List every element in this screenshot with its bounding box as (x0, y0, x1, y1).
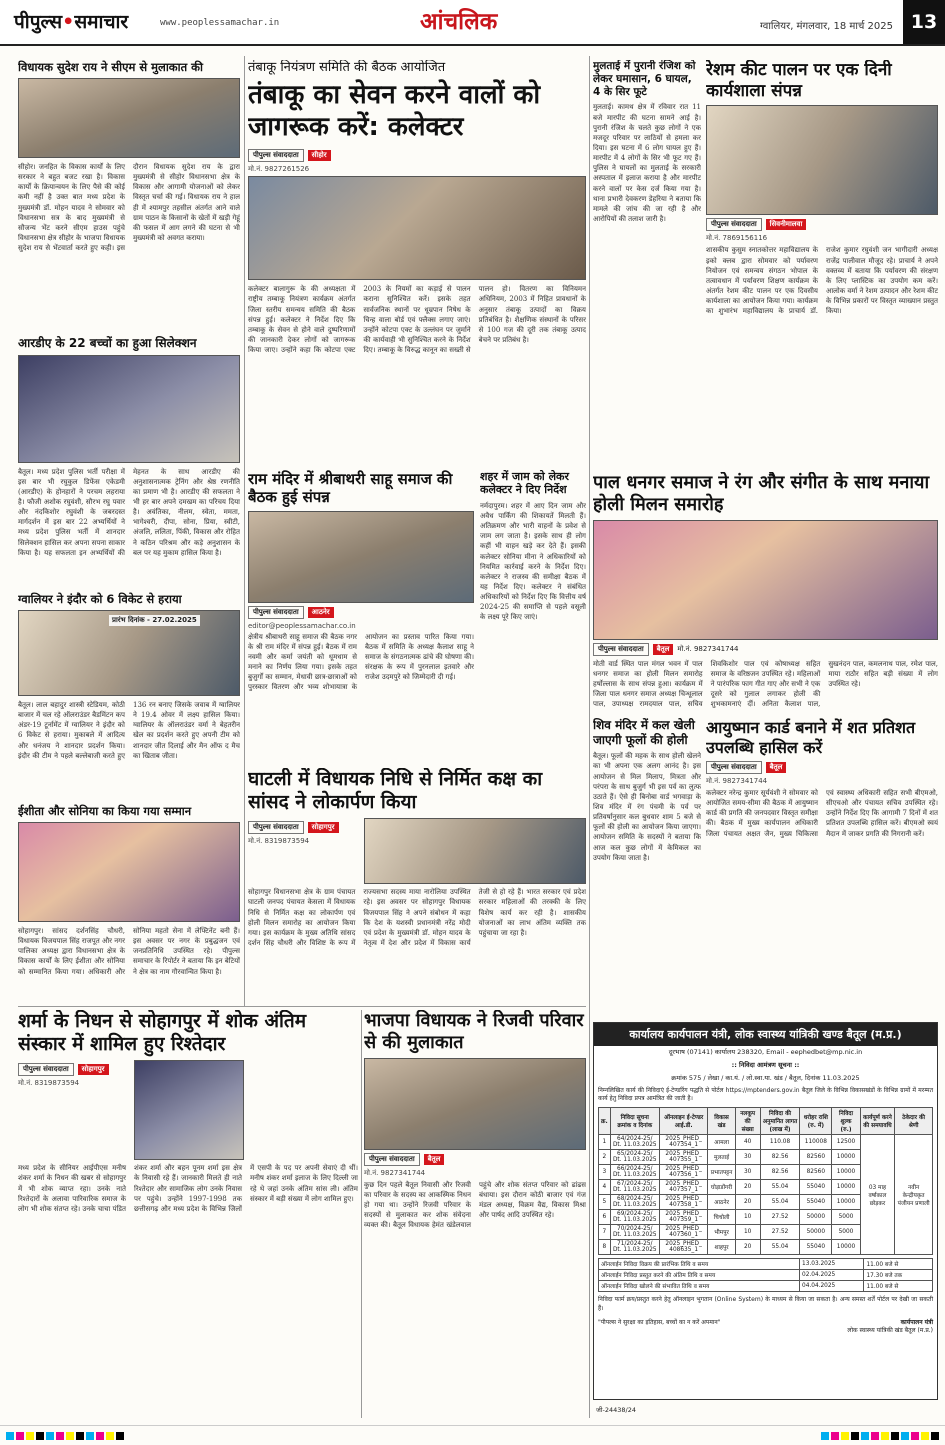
article-silk[interactable] (706, 60, 938, 465)
byline-tag: पीपुल्स संवाददाता (248, 606, 304, 619)
table-cell: 2025_PHED_ 408635_1 (659, 1240, 708, 1255)
table-cell: 10 (735, 1225, 760, 1240)
article-body: कलेक्टर बालागुरू के की अध्यक्षता में राष्ट्रीय तम्बाकू नियंत्रण कार्यक्रम अंतर्गत जिला स्तरीय समन्वय समिति की बैठक संपन्न हुई। कलेक्टर ने निर्देश दिए कि तम्बाकू के सेवन से होने वाले दुष्परिणामों की जानकारी देकर लोगों को जागरूक किया जाए। उन्होंने कहा कि कोटपा एक्ट 2003 के नियमों का कड़ाई से पालन कराना सुनिश्चित करें। इसके तहत सार्वजनिक स्थानों पर धूम्रपान निषेध के चिन्ह वाला बोर्ड एवं फ्लैक्स लगाए जाएं। उन्होंने कोटपा एक्ट के उल्लंघन पर जुर्माने की कार्यवाही भी सुनिश्चित करने के निर्देश दिए। तम्बाकू के विरुद्ध कानून का सख्ती से पालन हो। वितरण का विनियमन अधिनियम, 2003 में निहित प्रावधानों के अनुसार तंबाकू उत्पादों का विक्रय प्रतिबंधित है। शैक्षणिक संस्थानों के परिसर से 100 गज की दूरी तक तंबाकू उत्पाद बेचने पर प्रतिबंध है। (248, 285, 586, 355)
schedule-cell: 17.30 बजे तक (864, 1270, 933, 1281)
logo-left: पीपुल्स (14, 11, 63, 33)
registration-swatch (851, 1432, 859, 1440)
registration-swatch (921, 1432, 929, 1440)
print-registration-bar (0, 1425, 945, 1445)
headline: मुलताई में पुरानी रंजिश को लेकर घमासान, 6 घायल, 4 के सिर फूटे (593, 60, 696, 98)
table-cell: 30 (735, 1165, 760, 1180)
byline-place: सिवनीमालवा (766, 219, 807, 230)
photo (364, 818, 586, 884)
registration-swatch (26, 1432, 34, 1440)
article-cricket[interactable] (18, 592, 240, 798)
site-url[interactable]: www.peoplessamachar.in (160, 18, 280, 28)
byline-place: सोहागपुर (308, 822, 339, 833)
tender-notice (593, 1022, 938, 1400)
headline: शर्मा के निधन से सोहागपुर में शोक अंतिम संस्कार में शामिल हुए रिश्तेदार (18, 1010, 307, 1056)
article-body: नर्मदापुरम। शहर में आए दिन जाम और अवैध पार्किंग की शिकायतें मिलती हैं। अतिक्रमण और भारी वाहनों के प्रवेश से जाम लग जाता है। इसके साथ ही लोग कहीं भी वाहन खड़े कर देते हैं। इसकी कलेक्टर सोनिया मीना ने अधिकारियों को नियमित कार्रवाई करने के निर्देश दिए। कलेक्टर ने राजस्व की समीक्षा बैठक में यह निर्देश दिए। कलेक्टर ने संबंधित अधिकारियों को निर्देश दिए कि वित्तीय वर्ष 2024-25 की समाप्ति से पहले वसूली के लक्ष्य पूरे किए जाएं। (480, 501, 586, 622)
headline: ग्वालियर ने इंदौर को 6 विकेट से हराया (18, 592, 182, 606)
article-shiv[interactable] (593, 718, 701, 1018)
table-cell: 6 (599, 1210, 611, 1225)
article-dhanagar[interactable] (593, 472, 938, 712)
table-cell: 30 (735, 1150, 760, 1165)
registration-swatch (881, 1432, 889, 1440)
article-body: कुछ दिन पहले बैतूल निवासी और रिजवी का परिवार के सदस्य का आकस्मिक निधन हो गया था। उन्होंने रिजवी परिवार के सदस्यों से मुलाकात कर शोक संवेदना व्यक्त की। बैतूल विधायक हेमंत खंडेलवाल पहुंचे और शोक संतप्त परिवार को ढांढस बंधाया। इस दौरान कोठी बाजार एवं गंज मंडल अध्यक्ष, विक्रम वैद्य, विकास मिश्रा और पार्षद आदि उपस्थित रहे। (364, 1180, 586, 1230)
logo-right: समाचार (74, 11, 129, 33)
table-cell: 110008 (800, 1135, 832, 1150)
table-cell: 10000 (832, 1180, 860, 1195)
article-body: बैतूल। लाल बहादुर शास्त्री स्टेडियम, कोठी बाजार में चल रहे ऑलराउंडर बैडमिंटन कप अंडर-19 टूर्नामेंट में ग्वालियर ने इंदौर को 6 विकेट से हराया। मुकाबले में आदित्य और धनंजय ने शानदार प्रदर्शन किया। इंदौर की टीम ने पहले बल्लेबाजी करते हुए 136 रन बनाए जिसके जवाब में ग्वालियर ने 19.4 ओवर में लक्ष्य हासिल किया। ग्वालियर के ऑलराउंडर वर्मा ने बेहतरीन खेल का प्रदर्शन करते हुए अपनी टीम को शानदार जीत दिलाई और मैन ऑफ द मैच का खिताब जीता। (18, 701, 240, 760)
registration-swatch (36, 1432, 44, 1440)
registration-swatch (6, 1432, 14, 1440)
ad-code: जी-24438/24 (596, 1406, 636, 1414)
page-number: 13 (903, 0, 945, 44)
tender-header-cell: नलकूप की संख्या (735, 1108, 760, 1135)
ghatli-left-col (248, 818, 358, 884)
byline (18, 1063, 128, 1076)
table-cell: चिचोली (708, 1210, 735, 1225)
schedule-cell: ऑनलाईन निविदा खोलने की संभावित तिथि व समय (599, 1281, 800, 1292)
mobile-number: मो.नं. 8319873594 (248, 837, 310, 846)
row-rule (18, 1006, 586, 1007)
byline-place: आठनेर (308, 607, 334, 618)
byline-tag: पीपुल्स संवाददाता (706, 218, 762, 231)
table-cell: मुलताई (708, 1150, 735, 1165)
logo-separator-icon: • (62, 11, 75, 33)
article-body: मुलताई। कामथ क्षेत्र में रविवार रात 11 बजे मारपीट की घटना सामने आई है। पुरानी रंजिश के चलते कुछ लोगों ने एक मजदूर परिवार पर लाठियों से हमला कर दिया। इस घटना में 6 लोग घायल हुए हैं। मारपीट में 4 लोगों के सिर भी फूट गए हैं। पुलिस ने घायलों का मुलताई के सरकारी अस्पताल में इलाज कराया है और मारपीट करने वालों पर केस दर्ज किया गया है। थाना प्रभारी देवकरण डेहरिया ने बताया कि मामले की जांच की जा रही है और आरोपियों की तलाश जारी है। (593, 103, 701, 223)
registration-swatch (911, 1432, 919, 1440)
article-body: सोहागपुर। सांसद दर्शनसिंह चौधरी, विधायक विजयपाल सिंह राजपूत और नगर पालिका अध्यक्ष द्वारा विधानसभा क्षेत्र के विकास कार्यों के लिए ईशीता और सोनिया को सम्मानित किया गया। अधिकारी और सोनिया महतो सेना में लेफ्टिनेंट बनी हैं। इस अवसर पर नगर के प्रबुद्धजन एवं जनप्रतिनिधि उपस्थित रहे। पीपुल्स समाचार के रिपोर्टर ने बताया कि इन बेटियों ने क्षेत्र का नाम गौरवान्वित किया है। (18, 927, 240, 976)
tender-signer-block (847, 1318, 933, 1334)
table-cell: 5000 (832, 1210, 860, 1225)
table-cell: 8 (599, 1240, 611, 1255)
tender-signer: कार्यपालन यंत्री (900, 1318, 933, 1326)
headline: भाजपा विधायक ने रिजवी परिवार से की मुलाकात (364, 1010, 584, 1053)
byline-tag: पीपुल्स संवाददाता (706, 761, 762, 774)
photo (706, 105, 938, 215)
byline (593, 643, 938, 656)
headline: ईशीता और सोनिया का किया गया सम्मान (18, 804, 192, 818)
table-cell: 2025_PHED_ 407359_1 (659, 1210, 708, 1225)
tender-table-header (599, 1108, 933, 1135)
tender-footnote: निविदा फार्म क्रय/प्रस्तुत करने हेतु ऑनलाइन भुगतान (Online System) के माध्यम से किया जा सकता है। अन्य समस्त शर्तें पोर्टल पर देखी जा सकती हैं। (598, 1296, 933, 1312)
table-cell: 20 (735, 1240, 760, 1255)
registration-swatch (901, 1432, 909, 1440)
headline: आयुष्मान कार्ड बनाने में शत प्रतिशत उपलब्धि हासिल करें (706, 718, 916, 757)
table-cell: प्रभातपट्टन (708, 1165, 735, 1180)
table-cell: 55.04 (760, 1195, 800, 1210)
registration-swatch (106, 1432, 114, 1440)
table-cell: 3 (599, 1165, 611, 1180)
byline (248, 149, 586, 162)
table-cell: 55.04 (760, 1180, 800, 1195)
schedule-row (599, 1270, 933, 1281)
photo-caption: प्रारंभ दिनांक - 27.02.2025 (109, 615, 200, 626)
table-cell: 2 (599, 1150, 611, 1165)
editor-email[interactable]: editor@peoplessamachar.co.in (248, 621, 356, 630)
table-cell: 5 (599, 1195, 611, 1210)
photo (248, 176, 586, 280)
registration-swatch (76, 1432, 84, 1440)
registration-swatch (891, 1432, 899, 1440)
sharma-top (18, 1060, 358, 1160)
table-cell: 2025_PHED_ 407354_1 (659, 1135, 708, 1150)
table-cell: 1 (599, 1135, 611, 1150)
table-cell: 10 (735, 1210, 760, 1225)
byline-tag: पीपुल्स संवाददाता (593, 643, 649, 656)
table-row (599, 1135, 933, 1150)
tender-note: निम्नलिखित कार्य की निविदाएं ई-टेण्डरिंग पद्धति से पोर्टल https://mptenders.gov.in बैतूल जिले के विभिन्न विकासखंडों के विभिन्न ग्रामों में मरम्मत कार्य हेतु निविदा प्रपत्र आमंत्रित की जाती है। (598, 1087, 933, 1103)
section-title: आंचलिक (420, 9, 498, 35)
table-cell: 10000 (832, 1240, 860, 1255)
article-body: कलेक्टर नरेन्द्र कुमार सूर्यवंशी ने सोमवार को आयोजित समय-सीमा की बैठक में आयुष्मान कार्ड की प्रगति की जनपदवार विस्तृत समीक्षा की। बैठक में मुख्य कार्यपालन अधिकारी जिला पंचायत अक्षत जैन, मुख्य चिकित्सा एवं स्वास्थ्य अधिकारी सहित सभी बीएमओ, सीएचओ और पंचायत सचिव उपस्थित रहे। उन्होंने निर्देश दिए कि आगामी 7 दिनों में शत प्रतिशत उपलब्धि हासिल करें। बीएमओ स्वयं मैदान में जाकर प्रगति की निगरानी करें। (706, 789, 938, 838)
byline-place: बैतूल (766, 762, 787, 773)
article-body: मोती वार्ड स्थित पाल मंगल भवन में पाल धनगर समाज का होली मिलन समारोह हर्षोल्लास के साथ संपन्न हुआ। कार्यक्रम में जिला पाल धनगर समाज अध्यक्ष चिन्धूलाल पाल, उपाध्यक्ष रामदयाल पाल, सचिव शिवकिशोर पाल एवं कोषाध्यक्ष सहित समाज के वरिष्ठजन उपस्थित रहे। महिलाओं ने पारंपरिक फाग गीत गाए और सभी ने एक दूसरे को गुलाल लगाकर होली की शुभकामनाएं दीं। अनिता कैलाश पाल, सुखनंदन पाल, कमलनाथ पाल, रमेश पाल, माया राठौर सहित बड़ी संख्या में लोग उपस्थित रहे। (593, 659, 938, 709)
schedule-cell: ऑनलाईन निविदा विक्रय की प्रारंभिक तिथि व समय (599, 1259, 800, 1270)
table-cell: 2025_PHED_ 407357_1 (659, 1180, 708, 1195)
table-cell: 2025_PHED_ 407360_1 (659, 1225, 708, 1240)
tender-header-cell: कार्यपूर्ण करने की समयावधि (860, 1108, 895, 1135)
byline-place: बैतूल (653, 644, 674, 655)
tender-header-cell: निविदा की अनुमानित लागत (लाख में) (760, 1108, 800, 1135)
tender-signature-row (594, 1315, 937, 1337)
tender-header-cell: ठेकेदार की श्रेणी (895, 1108, 933, 1135)
photo (18, 610, 240, 696)
table-cell: 20 (735, 1195, 760, 1210)
table-cell: 2025_PHED_ 407358_1 (659, 1195, 708, 1210)
registration-swatch (861, 1432, 869, 1440)
article-multai[interactable] (593, 60, 701, 465)
registration-swatch (56, 1432, 64, 1440)
registration-swatch (821, 1432, 829, 1440)
article-body: सोहागपुर विधानसभा क्षेत्र के ग्राम पंचायत घाटली जनपद पंचायत केसला में विधायक निधि से निर्मित कक्ष का लोकार्पण एवं होली मिलन समारोह का आयोजन किया गया। इस कार्यक्रम के मुख्य अतिथि सांसद दर्शन सिंह चौधरी और विशिष्ट के रूप में राज्यसभा सदस्य माया नारोलिया उपस्थित रहे। इस अवसर पर सोहागपुर विधायक विजयपाल सिंह ने अपने संबोधन में कहा कि देश के यशस्वी प्रधानमंत्री नरेंद्र मोदी एवं प्रदेश के मुख्यमंत्री डॉ. मोहन यादव के नेतृत्व में देश और प्रदेश में विकास कार्य तेजी से हो रहे हैं। भारत सरकार एवं प्रदेश सरकार महिलाओं की तरक्की के लिए विशेष कार्य कर रही है। शासकीय योजनाओं का लाभ अंतिम व्यक्ति तक पहुंचाया जा रहा है। (248, 888, 586, 948)
article-traffic[interactable] (480, 470, 586, 760)
table-cell: 4 (599, 1180, 611, 1195)
headline: विधायक सुदेश राय ने सीएम से मुलाकात की (18, 60, 203, 74)
article-ayushman[interactable] (706, 718, 938, 1018)
table-cell: 82.56 (760, 1150, 800, 1165)
photo (18, 78, 240, 158)
tender-header-cell: निविदा शुल्क (रु.) (832, 1108, 860, 1135)
table-cell: 40 (735, 1135, 760, 1150)
byline-tag: पीपुल्स संवाददाता (18, 1063, 74, 1076)
tender-header-cell: धरोहर राशि (रु. में) (800, 1108, 832, 1135)
article-body: सीहोर। जनहित के विकास कार्यों के लिए सरकार ने बहुत बजट रखा है। विकास कार्यों के क्रियान्वयन के लिए पैसे की कोई कमी नहीं है उक्त बात मध्य प्रदेश के मुख्यमंत्री डॉ. मोहन यादव ने सोमवार को विधानसभा सत्र के बाद मुख्यमंत्री से सौजन्य भेंट करने सीएम हाउस पहुंचे विधानसभा क्षेत्र सीहोर के भाजपा विधायक सुदेश राय से भेंटवार्ता करते हुए कही। इस दौरान विधायक सुदेश राय के द्वारा मुख्यमंत्री से सीहोर विधानसभा क्षेत्र के विकास और आगामी योजनाओं को लेकर विस्तृत चर्चा की गई। विधायक राय ने हाल ही में श्यामपुर तहसील अंतर्गत आने वाले ग्राम पाठन के किसानों के खेतों में खड़ी गेहूं की फसल में आग लगने की घटना से भी मुख्यमंत्री को अवगत कराया। (18, 163, 240, 253)
byline-tag: पीपुल्स संवाददाता (248, 149, 304, 162)
mobile-number: मो.नं. 9827341744 (364, 1168, 426, 1177)
tender-signer-office: लोक स्वास्थ्य यांत्रिकी खंड बैतूल (म.प्र.) (847, 1326, 933, 1334)
table-cell: 10000 (832, 1165, 860, 1180)
article-body: बैतूल। फूलों की महक के साथ होली खेलने का भी अपना एक अलग आनंद है। इस आयोजन से मिल मिलाप, मित्रता और परंपरा के साथ बुजुर्ग भी इस पर्व का लुत्फ उठाते हैं। ऐसे ही बिनोबा वार्ड भगवाड़ा के शिव मंदिर में रंग पंचमी के पर्व पर प्रतिवर्षानुसार कल बुधवार शाम 5 बजे से फूलों की होली का आयोजन किया जाएगा। आयोजन समिति के सदस्यों ने बताया कि आज कल कुछ लोगों में केमिकल का उपयोग किया जाता है। (593, 752, 701, 862)
schedule-cell: 13.03.2025 (800, 1259, 864, 1270)
headline: शहर में जाम को लेकर कलेक्टर ने दिए निर्देश (480, 470, 570, 497)
tender-table (598, 1107, 933, 1255)
registration-swatch (96, 1432, 104, 1440)
registration-swatch (86, 1432, 94, 1440)
table-cell: 27.52 (760, 1225, 800, 1240)
registration-swatch (931, 1432, 939, 1440)
article-sharma[interactable] (18, 1010, 358, 1420)
table-cell: 2025_PHED_ 407356_1 (659, 1165, 708, 1180)
photo (248, 511, 474, 603)
table-cell: 67/2024-25/ Dt. 11.03.2025 (610, 1180, 659, 1195)
kicker: तंबाकू नियंत्रण समिति की बैठक आयोजित (248, 60, 446, 75)
tender-contact: दूरभाष (07141) कार्यालय 238320, Email - eephedbet@mp.nic.in (668, 1048, 863, 1056)
tender-header-cell: विकास खंड (708, 1108, 735, 1135)
article-body: बैतूल। मध्य प्रदेश पुलिस भर्ती परीक्षा में इस बार भी रघुकुल डिफेंस एकेडमी (आरडीए) के होनहारों ने परचम लहराया है। फौजी अशोक रघुवंशी, सौरभ रघु पवार और नंदकिशोर रघुवंशी के जबरदस्त मार्गदर्शन में इस बार 22 अभ्यर्थियों ने मध्य प्रदेश पुलिस भर्ती में शानदार सिलेक्शन हासिल कर अपना सपना साकार किया है। यह सफलता इन अभ्यर्थियों की मेहनत के साथ आरडीए की अनुशासनात्मक ट्रेनिंग और श्रेष्ठ रणनीति का प्रमाण भी है। आरडीए की सफलता ने भी हर बार अपने दमखम का परिचय दिया है। अवंतिका, नीलम, स्वेता, ममता, भागेश्वरी, दीपा, सोना, प्रिया, स्वीटी, अंजलि, ललिता, पिंकी, विकास और रोहित ने कठिन परिश्रम और कड़े अनुशासन के बल पर यह मुकाम हासिल किया है। (18, 467, 240, 557)
tender-duration-cell: 03 माह वर्षाकाल छोड़कर (860, 1135, 895, 1255)
schedule-row (599, 1281, 933, 1292)
column-rule (244, 56, 245, 1006)
schedule-cell: 04.04.2025 (800, 1281, 864, 1292)
byline (248, 821, 358, 834)
article-tobacco[interactable] (248, 60, 586, 460)
table-cell: घोड़ाडोंगरी (708, 1180, 735, 1195)
table-cell: 55040 (800, 1240, 832, 1255)
article-ghatli[interactable] (248, 768, 586, 1000)
table-cell: आठनेर (708, 1195, 735, 1210)
byline-place: बैतूल (424, 1154, 445, 1165)
tender-header-cell: निविदा सूचना क्रमांक व दिनांक (610, 1108, 659, 1135)
byline (706, 761, 938, 774)
sharma-byline-col (18, 1060, 128, 1160)
tender-header-cell: ऑनलाइन ई-टेण्डर आई.डी. (659, 1108, 708, 1135)
column-rule (361, 1010, 362, 1418)
table-cell: 55.04 (760, 1240, 800, 1255)
registration-swatch (46, 1432, 54, 1440)
color-registration-left (6, 1432, 124, 1440)
photo (18, 355, 240, 463)
tender-slogan: "पीपल्स ने सुरक्षा का इतिहास, बच्चों का न करें अपमान" (598, 1318, 721, 1326)
byline (706, 218, 938, 231)
tender-ref: क्रमांक 575 / लेखा / का.यं. / लो.स्वा.या. खंड / बैतूल, दिनांक 11.03.2025 (671, 1074, 860, 1083)
registration-swatch (841, 1432, 849, 1440)
tender-header-cell: क्र. (599, 1108, 611, 1135)
column-rule (589, 56, 590, 1418)
article-body: क्षेत्रीय श्रीबाथरी साहू समाज की बैठक नगर के श्री राम मंदिर में संपन्न हुई। बैठक में राम नवमी और कर्मा जयंती को धूमधाम से मनाने का निर्णय लिया गया। इसके तहत बुजुर्गों का सम्मान, मेधावी छात्र-छात्राओं को पुरस्कार वितरण और भव्य शोभायात्रा के आयोजन का प्रस्ताव पारित किया गया। बैठक में समिति के अध्यक्ष कैलाश साहू ने समाज के संगठनात्मक ढांचे की घोषणा की। संरक्षक के रूप में पुरनलाल इतवारे और राजेश उदमपुरे को जिम्मेदारी दी गई। (248, 632, 474, 692)
table-cell: 82560 (800, 1150, 832, 1165)
headline: शिव मंदिर में कल खेली जाएगी फूलों की होली (593, 718, 695, 747)
newspaper-logo[interactable] (14, 8, 128, 34)
schedule-cell: 11.00 बजे से (864, 1281, 933, 1292)
tender-category-cell: नवीन केन्द्रीयकृत पंजीयन प्रणाली (895, 1135, 933, 1255)
article-shrivathari[interactable] (248, 470, 474, 760)
table-cell: 65/2024-25/ Dt. 11.03.2025 (610, 1150, 659, 1165)
table-cell: 5000 (832, 1225, 860, 1240)
table-cell: 50000 (800, 1225, 832, 1240)
table-cell: 7 (599, 1225, 611, 1240)
photo (18, 822, 240, 922)
mobile-number: मो.नं. 9827341744 (677, 644, 739, 653)
table-cell: 64/2024-25/ Dt. 11.03.2025 (610, 1135, 659, 1150)
headline: घाटली में विधायक निधि से निर्मित कक्ष का सांसद ने लोकार्पण किया (248, 768, 543, 814)
article-bjp[interactable] (364, 1010, 586, 1420)
registration-swatch (16, 1432, 24, 1440)
table-cell: 71/2024-25/ Dt. 11.03.2025 (610, 1240, 659, 1255)
article-rda[interactable] (18, 336, 240, 586)
table-cell: 82.56 (760, 1165, 800, 1180)
table-cell: शाहपुर (708, 1240, 735, 1255)
table-cell: 10000 (832, 1150, 860, 1165)
tender-notice-title: :: निविदा आमंत्रण सूचना :: (731, 1061, 800, 1070)
registration-swatch (831, 1432, 839, 1440)
table-cell: 2025_PHED_ 407355_1 (659, 1150, 708, 1165)
article-body: शासकीय कुसुम स्नातकोत्तर महाविद्यालय के इको क्लब द्वारा सोमवार को पर्यावरण नियोजन एवं समन्वय संगठन भोपाल के तत्वावधान में पर्यावरण शिक्षण कार्यक्रम के अंतर्गत रेशम कीट पालन पर एक दिवसीय कार्यशाला का आयोजन किया गया। कार्यक्रम का शुभारंभ महाविद्यालय के प्राचार्य डॉ. राजेश कुमार रघुवंशी जन भागीदारी अध्यक्ष राजेंद्र पालीवाल मौजूद रहे। प्राचार्य ने अपने वक्तव्य में बताया कि पर्यावरण की संरक्षण के लिए प्लास्टिक का उपयोग कम करें। आलोक वर्मा ने रेशम उत्पादन और रेशम कीट के विभिन्न प्रकारों पर विस्तृत व्याख्यान प्रस्तुत किया। (706, 246, 938, 316)
table-cell: 70/2024-25/ Dt. 11.03.2025 (610, 1225, 659, 1240)
headline: पाल धनगर समाज ने रंग और संगीत के साथ मनाया होली मिलन समारोह (593, 472, 930, 515)
headline: राम मंदिर में श्रीबाथरी साहू समाज की बैठक हुई संपन्न (248, 470, 453, 507)
byline-place: सोहागपुर (78, 1064, 109, 1075)
schedule-cell: ऑनलाईन निविदा प्रस्तुत करने की अंतिम तिथि व समय (599, 1270, 800, 1281)
byline (364, 1153, 586, 1166)
ghatli-content (248, 818, 586, 884)
schedule-cell: 11.00 बजे से (864, 1259, 933, 1270)
registration-swatch (116, 1432, 124, 1440)
table-cell: भीमपुर (708, 1225, 735, 1240)
table-cell: 110.08 (760, 1135, 800, 1150)
table-cell: 20 (735, 1180, 760, 1195)
tender-table-body (599, 1135, 933, 1255)
byline-tag: पीपुल्स संवाददाता (248, 821, 304, 834)
byline (248, 606, 474, 619)
schedule-cell: 02.04.2025 (800, 1270, 864, 1281)
table-cell: 69/2024-25/ Dt. 11.03.2025 (610, 1210, 659, 1225)
color-registration-right (821, 1432, 939, 1440)
table-cell: 55040 (800, 1195, 832, 1210)
table-cell: 27.52 (760, 1210, 800, 1225)
registration-swatch (871, 1432, 879, 1440)
headline: आरडीए के 22 बच्चों का हुआ सिलेक्शन (18, 336, 197, 350)
schedule-row (599, 1259, 933, 1270)
registration-swatch (66, 1432, 74, 1440)
headline: रेशम कीट पालन पर एक दिनी कार्यशाला संपन्न (706, 60, 892, 101)
dateline: ग्वालियर, मंगलवार, 18 मार्च 2025 (759, 21, 893, 32)
photo (364, 1058, 586, 1150)
mobile-number: मो.नं. 7869156116 (706, 234, 768, 243)
table-cell: 10000 (832, 1195, 860, 1210)
mobile-number: मो.नं. 8319873594 (18, 1079, 80, 1088)
tender-title: कार्यालय कार्यपालन यंत्री, लोक स्वास्थ्य यांत्रिकी खण्ड बैतूल (म.प्र.) (594, 1023, 937, 1046)
article-body: मध्य प्रदेश के सीनियर आईपीएस मनीष शंकर शर्मा के निधन की खबर से सोहागपुर में भी शोक व्याप्त रहा। उनके नाते रिश्तेदारों के अलावा पारिवारिक समाज के लोग भी शोक संतप्त रहे। उनके चाचा पंडित शंकर शर्मा और बहन पूनम शर्मा इस क्षेत्र के निवासी रहे हैं। जानकारी मिलते ही नाते रिश्तेदार और सामाजिक लोग उनके निवास पर पहुंचे। उन्होंने 1997-1998 तक छत्तीसगढ़ और मध्य प्रदेश के विभिन्न जिलों में एसपी के पद पर अपनी सेवाएं दी थीं। मनीष शंकर शर्मा इलाज के लिए दिल्ली जा रहे थे जहां उनके अंतिम सांस ली। अंतिम संस्कार में बड़ी संख्या में लोग शामिल हुए। (18, 1164, 358, 1213)
byline-place: सीहोर (308, 150, 331, 161)
table-cell: 68/2024-25/ Dt. 11.03.2025 (610, 1195, 659, 1210)
mobile-number: मो.नं. 9827341744 (706, 777, 768, 786)
masthead (0, 0, 945, 46)
table-cell: 12500 (832, 1135, 860, 1150)
mobile-number: मो.नं. 9827261526 (248, 165, 310, 174)
article-ishita[interactable] (18, 804, 240, 1004)
headline: तंबाकू का सेवन करने वालों को जागरूक करें: कलेक्टर (248, 79, 541, 142)
table-cell: 55040 (800, 1180, 832, 1195)
tender-schedule (598, 1258, 933, 1292)
photo (593, 520, 938, 640)
table-cell: 66/2024-25/ Dt. 11.03.2025 (610, 1165, 659, 1180)
byline-tag: पीपुल्स संवाददाता (364, 1153, 420, 1166)
article-sudesh[interactable] (18, 60, 240, 328)
portrait-photo (134, 1060, 244, 1160)
table-cell: 50000 (800, 1210, 832, 1225)
table-cell: आमला (708, 1135, 735, 1150)
table-cell: 82560 (800, 1165, 832, 1180)
